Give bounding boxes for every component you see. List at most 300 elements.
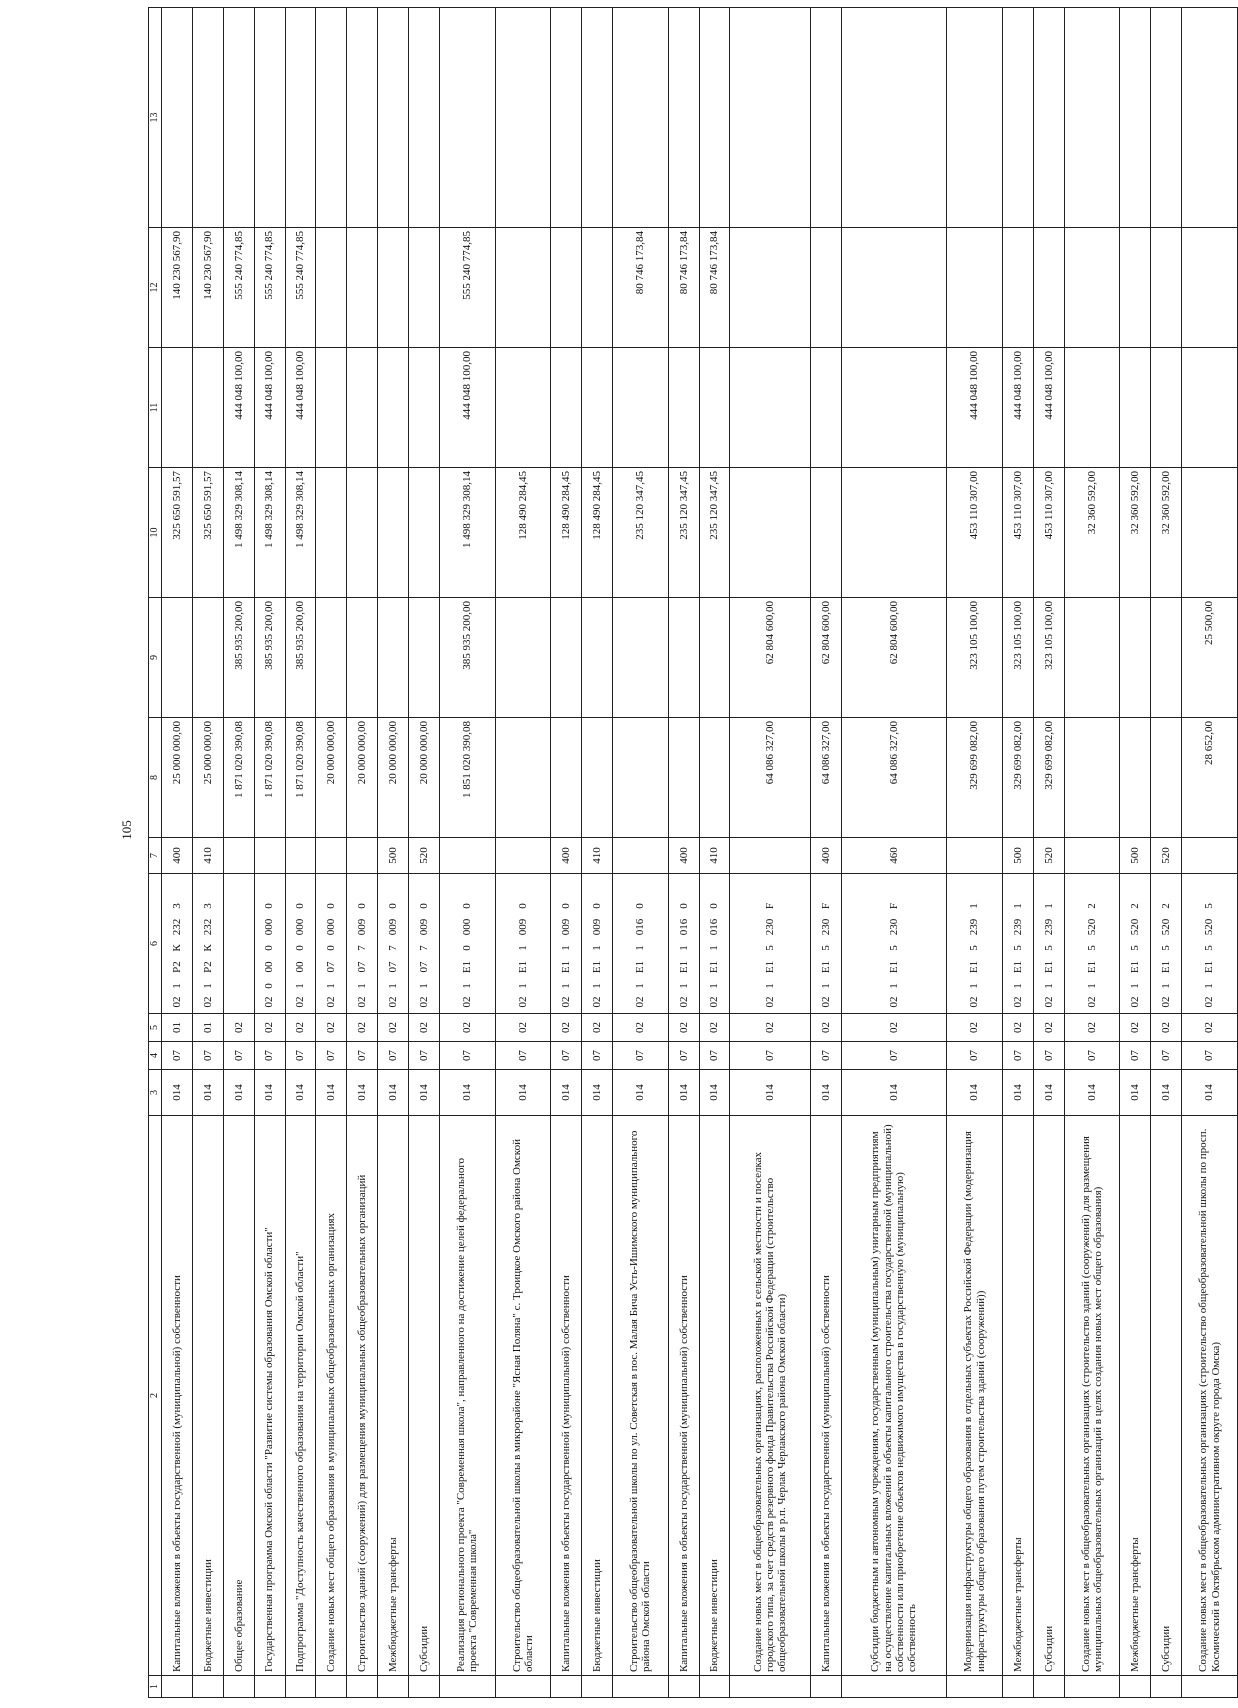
amount-cell-col9: 323 105 100,00: [947, 598, 1003, 718]
table-row: [316, 8, 347, 1698]
table-row: [841, 8, 946, 1698]
amount-cell-col12: 80 746 173,84: [699, 228, 730, 348]
target-code-part: 1: [677, 983, 690, 989]
target-code-part: 2: [1129, 903, 1142, 909]
amount-cell-col11: [582, 348, 613, 468]
target-code-part: 000: [294, 918, 307, 936]
row-number-cell: [439, 1676, 495, 1698]
target-code-part: 1: [417, 983, 430, 989]
target-article-cell: [223, 874, 254, 1014]
subsection-code-cell: 02: [699, 1014, 730, 1042]
amount-cell-col8: 20 000 000,00: [409, 718, 440, 838]
subsection-code-cell: 02: [1002, 1014, 1033, 1042]
target-code-part: 7: [417, 945, 430, 951]
target-code-part: 1: [708, 945, 721, 951]
expense-type-cell: 400: [811, 838, 842, 874]
amount-cell-col9: [551, 598, 582, 718]
amount-cell-col10: 128 490 284,45: [495, 468, 551, 598]
row-number-cell: [551, 1676, 582, 1698]
ministry-code-cell: 014: [699, 1070, 730, 1116]
amount-cell-col8: 28 652,00: [1182, 718, 1238, 838]
expense-type-cell: [730, 838, 811, 874]
amount-cell-col9: [699, 598, 730, 718]
amount-cell-col8: [582, 718, 613, 838]
subsection-code-cell: 02: [495, 1014, 551, 1042]
target-article-cell: [730, 874, 811, 1014]
section-code-cell: 07: [1182, 1042, 1238, 1070]
target-code-part: 02: [677, 996, 690, 1008]
subsection-code-cell: 02: [551, 1014, 582, 1042]
amount-cell-col13: [582, 8, 613, 228]
row-number-cell: [613, 1676, 669, 1698]
header-cell: 12: [149, 228, 162, 348]
amount-cell-col12: 555 240 774,85: [285, 228, 316, 348]
amount-cell-col12: 80 746 173,84: [613, 228, 669, 348]
row-number-cell: [285, 1676, 316, 1698]
amount-cell-col9: [316, 598, 347, 718]
amount-cell-col11: [1120, 348, 1151, 468]
amount-cell-col13: [1151, 8, 1182, 228]
target-code-part: 0: [294, 903, 307, 909]
table-row: [347, 8, 378, 1698]
row-name-cell: Субсидии бюджетным и автономным учреждениям, государственным (муниципальным) унитарным предприятиям на осуществление капитальных вложений в объекты капитального строительства государственной (муниципальной) собственности или приобретение объектов недвижимого имущества в государственную (муниципальную) собственность: [841, 1116, 946, 1676]
target-code-part: Е1: [634, 960, 647, 974]
amount-cell-col12: [1033, 228, 1064, 348]
ministry-code-cell: 014: [378, 1070, 409, 1116]
amount-cell-col11: [551, 348, 582, 468]
target-code-part: 7: [386, 945, 399, 951]
amount-cell-col12: [378, 228, 409, 348]
table-row: [254, 8, 285, 1698]
header-cell: 4: [149, 1042, 162, 1070]
amount-cell-col10: 1 498 329 308,14: [254, 468, 285, 598]
subsection-code-cell: 02: [347, 1014, 378, 1042]
target-code-part: 3: [170, 903, 183, 909]
row-number-cell: [1182, 1676, 1238, 1698]
amount-cell-col10: 1 498 329 308,14: [223, 468, 254, 598]
target-article-cell: [1002, 874, 1033, 1014]
amount-cell-col9: 385 935 200,00: [439, 598, 495, 718]
target-article-cell: [409, 874, 440, 1014]
target-code-part: 000: [325, 918, 338, 936]
target-code-part: Е1: [708, 960, 721, 974]
expense-type-cell: [254, 838, 285, 874]
expense-type-cell: [439, 838, 495, 874]
amount-cell-col10: 325 650 591,57: [192, 468, 223, 598]
target-code-part: 230: [764, 918, 777, 936]
row-number-cell: [378, 1676, 409, 1698]
target-code-part: Е1: [819, 960, 832, 974]
target-code-part: 0: [516, 903, 529, 909]
amount-cell-col12: [1064, 228, 1120, 348]
subsection-code-cell: 02: [811, 1014, 842, 1042]
expense-type-cell: [495, 838, 551, 874]
amount-cell-col12: [841, 228, 946, 348]
subsection-code-cell: 02: [1033, 1014, 1064, 1042]
section-code-cell: 07: [613, 1042, 669, 1070]
amount-cell-col13: [551, 8, 582, 228]
section-code-cell: 07: [347, 1042, 378, 1070]
target-code-part: 0: [417, 903, 430, 909]
table-row: [378, 8, 409, 1698]
amount-cell-col9: [192, 598, 223, 718]
header-cell: 9: [149, 598, 162, 718]
target-article-cell: [947, 874, 1003, 1014]
amount-cell-col12: [582, 228, 613, 348]
expense-type-cell: 520: [1151, 838, 1182, 874]
amount-cell-col13: [223, 8, 254, 228]
table-row: [285, 8, 316, 1698]
table-row: [1002, 8, 1033, 1698]
amount-cell-col11: [409, 348, 440, 468]
row-number-cell: [699, 1676, 730, 1698]
target-code-part: 1: [560, 983, 573, 989]
amount-cell-col9: [613, 598, 669, 718]
expense-type-cell: [347, 838, 378, 874]
amount-cell-col9: [162, 598, 193, 718]
target-code-part: 0: [677, 903, 690, 909]
target-code-part: 2: [1085, 903, 1098, 909]
ministry-code-cell: 014: [162, 1070, 193, 1116]
target-code-part: 07: [356, 961, 369, 973]
amount-cell-col12: [551, 228, 582, 348]
section-code-cell: 07: [841, 1042, 946, 1070]
ministry-code-cell: 014: [1033, 1070, 1064, 1116]
target-code-part: Е1: [677, 960, 690, 974]
amount-cell-col10: [378, 468, 409, 598]
row-number-cell: [668, 1676, 699, 1698]
ministry-code-cell: 014: [947, 1070, 1003, 1116]
target-code-part: 00: [294, 961, 307, 973]
target-code-part: 02: [417, 996, 430, 1008]
target-code-part: 7: [356, 945, 369, 951]
target-code-part: 1: [461, 983, 474, 989]
target-code-part: 02: [1129, 996, 1142, 1008]
table-row: [495, 8, 551, 1698]
amount-cell-col8: [551, 718, 582, 838]
expense-type-cell: 400: [551, 838, 582, 874]
table-row: [699, 8, 730, 1698]
ministry-code-cell: 014: [613, 1070, 669, 1116]
amount-cell-col13: [1033, 8, 1064, 228]
target-code-part: Е1: [968, 960, 981, 974]
amount-cell-col13: [841, 8, 946, 228]
target-code-part: 239: [1042, 918, 1055, 936]
amount-cell-col9: [347, 598, 378, 718]
ministry-code-cell: 014: [254, 1070, 285, 1116]
row-number-cell: [730, 1676, 811, 1698]
subsection-code-cell: 02: [378, 1014, 409, 1042]
target-article-cell: [1182, 874, 1238, 1014]
target-code-part: 016: [634, 918, 647, 936]
target-code-part: 000: [461, 918, 474, 936]
target-code-part: 02: [201, 996, 214, 1008]
amount-cell-col10: [841, 468, 946, 598]
subsection-code-cell: 02: [730, 1014, 811, 1042]
target-article-cell: [347, 874, 378, 1014]
row-name-cell: Бюджетные инвестиции: [192, 1116, 223, 1676]
target-code-part: 1: [294, 983, 307, 989]
row-number-cell: [162, 1676, 193, 1698]
target-code-part: 1: [968, 903, 981, 909]
target-article-cell: [439, 874, 495, 1014]
amount-cell-col9: [582, 598, 613, 718]
amount-cell-col12: [1182, 228, 1238, 348]
amount-cell-col11: [841, 348, 946, 468]
target-code-part: 5: [1042, 945, 1055, 951]
amount-cell-col11: [613, 348, 669, 468]
header-cell: 7: [149, 838, 162, 874]
subsection-code-cell: 02: [1182, 1014, 1238, 1042]
amount-cell-col10: 235 120 347,45: [699, 468, 730, 598]
amount-cell-col11: 444 048 100,00: [439, 348, 495, 468]
target-code-part: Е1: [1129, 960, 1142, 974]
subsection-code-cell: 01: [192, 1014, 223, 1042]
ministry-code-cell: 014: [439, 1070, 495, 1116]
ministry-code-cell: 014: [347, 1070, 378, 1116]
row-number-cell: [1002, 1676, 1033, 1698]
row-name-cell: Создание новых мест в общеобразовательных организациях, расположенных в сельской местности и поселках городского типа, за счет средств резервного фонда Правительства Российской Федерации (строительство общеобразовательной школы в р.п. Черлак Черлакского района Омской области): [730, 1116, 811, 1676]
target-code-part: 1: [560, 945, 573, 951]
row-name-cell: Субсидии: [1151, 1116, 1182, 1676]
target-code-part: 1: [590, 983, 603, 989]
target-code-part: 520: [1203, 918, 1216, 936]
row-number-cell: [254, 1676, 285, 1698]
target-code-part: 1: [1203, 983, 1216, 989]
amount-cell-col12: [347, 228, 378, 348]
table-row: [668, 8, 699, 1698]
amount-cell-col12: [1120, 228, 1151, 348]
amount-cell-col10: [347, 468, 378, 598]
rotated-table-container: [148, 8, 1238, 1698]
target-code-part: 1: [1042, 983, 1055, 989]
row-name-cell: Создание новых мест в общеобразовательных организациях (строительство зданий (сооружений) для размещения муниципальных общеобразовательных организаций в целях создания новых мест общего образования): [1064, 1116, 1120, 1676]
amount-cell-col10: 32 360 592,00: [1120, 468, 1151, 598]
ministry-code-cell: 014: [1064, 1070, 1120, 1116]
amount-cell-col12: [495, 228, 551, 348]
amount-cell-col8: [1120, 718, 1151, 838]
amount-cell-col10: 453 110 307,00: [947, 468, 1003, 598]
amount-cell-col11: [378, 348, 409, 468]
expense-type-cell: [613, 838, 669, 874]
target-code-part: 02: [516, 996, 529, 1008]
subsection-code-cell: 02: [254, 1014, 285, 1042]
row-name-cell: Межбюджетные трансферты: [1002, 1116, 1033, 1676]
target-code-part: Е1: [461, 960, 474, 974]
row-number-cell: [582, 1676, 613, 1698]
section-code-cell: 07: [316, 1042, 347, 1070]
target-article-cell: [1033, 874, 1064, 1014]
target-code-part: 1: [634, 983, 647, 989]
amount-cell-col11: [1182, 348, 1238, 468]
amount-cell-col9: 385 935 200,00: [223, 598, 254, 718]
row-number-cell: [192, 1676, 223, 1698]
table-row: [1064, 8, 1120, 1698]
amount-cell-col12: 140 230 567,90: [192, 228, 223, 348]
target-code-part: 02: [1160, 996, 1173, 1008]
row-name-cell: Капитальные вложения в объекты государственной (муниципальной) собственности: [551, 1116, 582, 1676]
amount-cell-col12: [730, 228, 811, 348]
table-row: [1182, 8, 1238, 1698]
target-code-part: 02: [294, 996, 307, 1008]
amount-cell-col10: [409, 468, 440, 598]
expense-type-cell: 410: [582, 838, 613, 874]
amount-cell-col10: 235 120 347,45: [613, 468, 669, 598]
amount-cell-col10: 325 650 591,57: [162, 468, 193, 598]
ministry-code-cell: 014: [582, 1070, 613, 1116]
section-code-cell: 07: [1002, 1042, 1033, 1070]
target-code-part: 0: [325, 903, 338, 909]
table-row: [613, 8, 669, 1698]
section-code-cell: 07: [1120, 1042, 1151, 1070]
amount-cell-col13: [1182, 8, 1238, 228]
target-code-part: 0: [263, 945, 276, 951]
row-name-cell: Субсидии: [409, 1116, 440, 1676]
subsection-code-cell: 02: [223, 1014, 254, 1042]
table-row: [223, 8, 254, 1698]
amount-cell-col8: 1 851 020 390,08: [439, 718, 495, 838]
amount-cell-col9: 323 105 100,00: [1033, 598, 1064, 718]
amount-cell-col8: 1 871 020 390,08: [254, 718, 285, 838]
row-name-cell: Бюджетные инвестиции: [699, 1116, 730, 1676]
target-code-part: 1: [1042, 903, 1055, 909]
subsection-code-cell: 02: [613, 1014, 669, 1042]
target-code-part: 009: [356, 918, 369, 936]
table-row: [192, 8, 223, 1698]
amount-cell-col8: [613, 718, 669, 838]
expense-type-cell: 400: [668, 838, 699, 874]
subsection-code-cell: 02: [1120, 1014, 1151, 1042]
row-name-cell: Капитальные вложения в объекты государственной (муниципальной) собственности: [668, 1116, 699, 1676]
row-name-cell: Строительство зданий (сооружений) для размещения муниципальных общеобразовательных организаций: [347, 1116, 378, 1676]
subsection-code-cell: 02: [1151, 1014, 1182, 1042]
row-number-cell: [409, 1676, 440, 1698]
target-code-part: 5: [764, 945, 777, 951]
target-code-part: 009: [560, 918, 573, 936]
target-code-part: Р2: [201, 961, 214, 973]
target-article-cell: [316, 874, 347, 1014]
amount-cell-col10: 235 120 347,45: [668, 468, 699, 598]
target-code-part: 02: [325, 996, 338, 1008]
row-name-cell: Реализация регионального проекта "Современная школа", направленного на достижение целей федерального проекта "Современная школа": [439, 1116, 495, 1676]
expense-type-cell: [1182, 838, 1238, 874]
table-row: [1120, 8, 1151, 1698]
amount-cell-col8: 20 000 000,00: [347, 718, 378, 838]
ministry-code-cell: 014: [285, 1070, 316, 1116]
target-code-part: 02: [1085, 996, 1098, 1008]
amount-cell-col10: 453 110 307,00: [1033, 468, 1064, 598]
table-row: [162, 8, 193, 1698]
target-code-part: 239: [968, 918, 981, 936]
target-code-part: 0: [461, 945, 474, 951]
amount-cell-col8: 329 699 082,00: [947, 718, 1003, 838]
target-code-part: 230: [887, 918, 900, 936]
amount-cell-col13: [439, 8, 495, 228]
amount-cell-col12: [316, 228, 347, 348]
amount-cell-col12: 140 230 567,90: [162, 228, 193, 348]
amount-cell-col11: 444 048 100,00: [947, 348, 1003, 468]
row-name-cell: Строительство общеобразовательной школы по ул. Советская в пос. Малая Бича Усть-Ишимского муниципального района Омской области: [613, 1116, 669, 1676]
section-code-cell: 07: [1151, 1042, 1182, 1070]
expense-type-cell: 500: [1002, 838, 1033, 874]
amount-cell-col11: [1151, 348, 1182, 468]
amount-cell-col13: [811, 8, 842, 228]
target-code-part: 1: [819, 983, 832, 989]
ministry-code-cell: 014: [551, 1070, 582, 1116]
ministry-code-cell: 014: [730, 1070, 811, 1116]
section-code-cell: 07: [439, 1042, 495, 1070]
target-code-part: К: [170, 944, 183, 952]
amount-cell-col8: 64 086 327,00: [730, 718, 811, 838]
target-code-part: 232: [170, 918, 183, 936]
row-name-cell: Межбюджетные трансферты: [378, 1116, 409, 1676]
row-name-cell: Бюджетные инвестиции: [582, 1116, 613, 1676]
ministry-code-cell: 014: [1151, 1070, 1182, 1116]
amount-cell-col10: 32 360 592,00: [1064, 468, 1120, 598]
header-cell: 6: [149, 874, 162, 1014]
amount-cell-col9: [668, 598, 699, 718]
ministry-code-cell: 014: [192, 1070, 223, 1116]
table-row: [1151, 8, 1182, 1698]
table-row: [439, 8, 495, 1698]
target-code-part: Е1: [1011, 960, 1024, 974]
amount-cell-col11: 444 048 100,00: [1033, 348, 1064, 468]
target-code-part: 0: [590, 903, 603, 909]
target-article-cell: [162, 874, 193, 1014]
section-code-cell: 07: [162, 1042, 193, 1070]
amount-cell-col8: [495, 718, 551, 838]
amount-cell-col8: 25 000 000,00: [192, 718, 223, 838]
target-code-part: 520: [1085, 918, 1098, 936]
amount-cell-col13: [699, 8, 730, 228]
target-code-part: 00: [263, 961, 276, 973]
row-name-cell: Капитальные вложения в объекты государственной (муниципальной) собственности: [162, 1116, 193, 1676]
amount-cell-col12: [1151, 228, 1182, 348]
amount-cell-col12: 555 240 774,85: [223, 228, 254, 348]
amount-cell-col11: [192, 348, 223, 468]
amount-cell-col8: 329 699 082,00: [1002, 718, 1033, 838]
target-code-part: 1: [968, 983, 981, 989]
amount-cell-col13: [1120, 8, 1151, 228]
amount-cell-col8: 1 871 020 390,08: [285, 718, 316, 838]
amount-cell-col8: [668, 718, 699, 838]
target-code-part: 1: [325, 983, 338, 989]
amount-cell-col9: 62 804 600,00: [730, 598, 811, 718]
amount-cell-col10: 453 110 307,00: [1002, 468, 1033, 598]
row-name-cell: Модернизация инфраструктуры общего образования в отдельных субъектах Российской Федерации (модернизация инфраструктуры общего образования путем строительства зданий (сооружений)): [947, 1116, 1003, 1676]
section-code-cell: 07: [223, 1042, 254, 1070]
target-code-part: 1: [1011, 983, 1024, 989]
table-row: [551, 8, 582, 1698]
amount-cell-col9: 385 935 200,00: [285, 598, 316, 718]
target-code-part: 02: [560, 996, 573, 1008]
target-code-part: 1: [1160, 983, 1173, 989]
target-code-part: 02: [356, 996, 369, 1008]
target-code-part: 1: [1011, 903, 1024, 909]
amount-cell-col9: [1120, 598, 1151, 718]
target-code-part: Е1: [764, 960, 777, 974]
target-code-part: 520: [1129, 918, 1142, 936]
subsection-code-cell: 02: [439, 1014, 495, 1042]
target-code-part: 1: [356, 983, 369, 989]
header-row: [149, 8, 162, 1698]
row-number-cell: [223, 1676, 254, 1698]
amount-cell-col13: [1002, 8, 1033, 228]
target-article-cell: [1120, 874, 1151, 1014]
expense-type-cell: 410: [699, 838, 730, 874]
amount-cell-col9: [1151, 598, 1182, 718]
target-code-part: 009: [516, 918, 529, 936]
